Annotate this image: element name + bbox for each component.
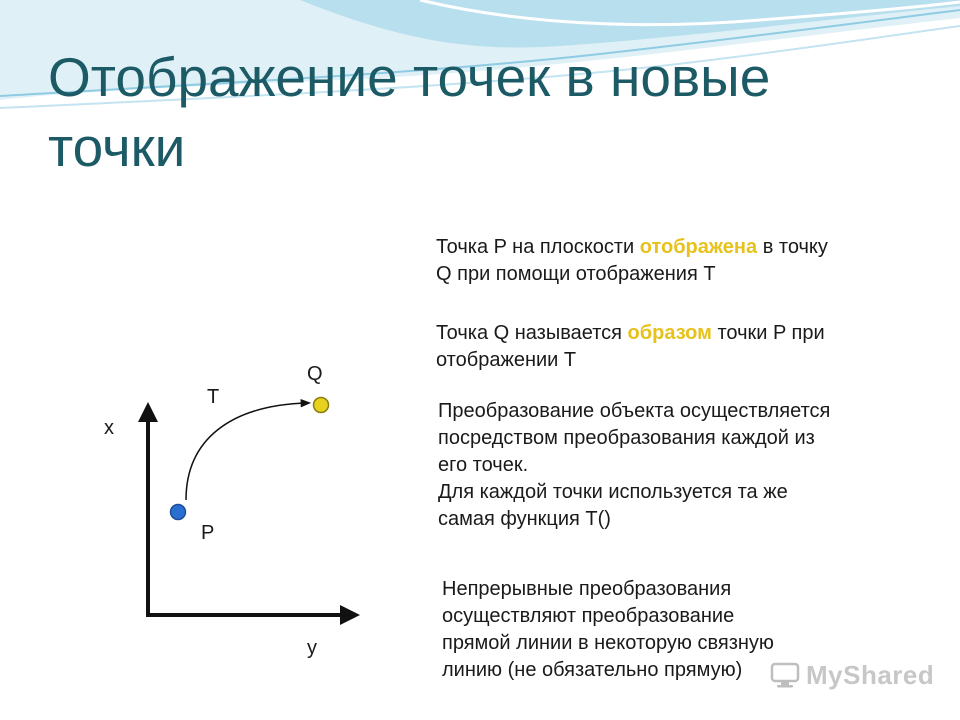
axis-x-label: x <box>104 417 114 439</box>
highlight-mapped: отображена <box>639 236 758 258</box>
watermark-text: MyShared <box>806 659 935 690</box>
object-transformation-line: Преобразование объекта осуществляется <box>438 400 831 422</box>
continuous-transformation-line: осуществляют преобразование <box>442 605 735 627</box>
definition-mapped-line-1: Точка P на плоскости отображена в точку <box>436 236 828 258</box>
object-transformation-line: посредством преобразования каждой из <box>438 427 815 449</box>
axis-y-label: y <box>307 637 317 659</box>
monitor-icon <box>770 661 800 689</box>
definition-image-line-1: Точка Q называется образом точки P при <box>436 322 825 344</box>
transform-curve <box>186 403 308 500</box>
continuous-transformation-line: прямой линии в некоторую связную <box>442 632 774 654</box>
definition-image <box>436 320 936 374</box>
definition-mapped-line-2: Q при помощи отображения T <box>436 263 716 285</box>
definition-mapped <box>436 234 936 288</box>
point-q-label: Q <box>307 363 323 385</box>
highlight-image: образом <box>627 322 712 344</box>
watermark <box>770 655 934 695</box>
transform-label: T <box>207 386 220 408</box>
continuous-transformation-line: Непрерывные преобразования <box>442 578 732 600</box>
object-transformation-line: Для каждой точки используется та же <box>438 481 788 503</box>
continuous-transformation-line: линию (не обязательно прямую) <box>442 659 743 681</box>
point-p-label: P <box>201 522 215 544</box>
point-q <box>314 398 329 413</box>
slide-title: Отображение точек в новые точки <box>48 46 771 178</box>
object-transformation-line: самая функция T() <box>438 508 611 530</box>
definition-image-line-2: отображении T <box>436 349 577 371</box>
point-p <box>171 505 186 520</box>
object-transformation-text <box>438 398 918 533</box>
object-transformation-line: его точек. <box>438 454 529 476</box>
